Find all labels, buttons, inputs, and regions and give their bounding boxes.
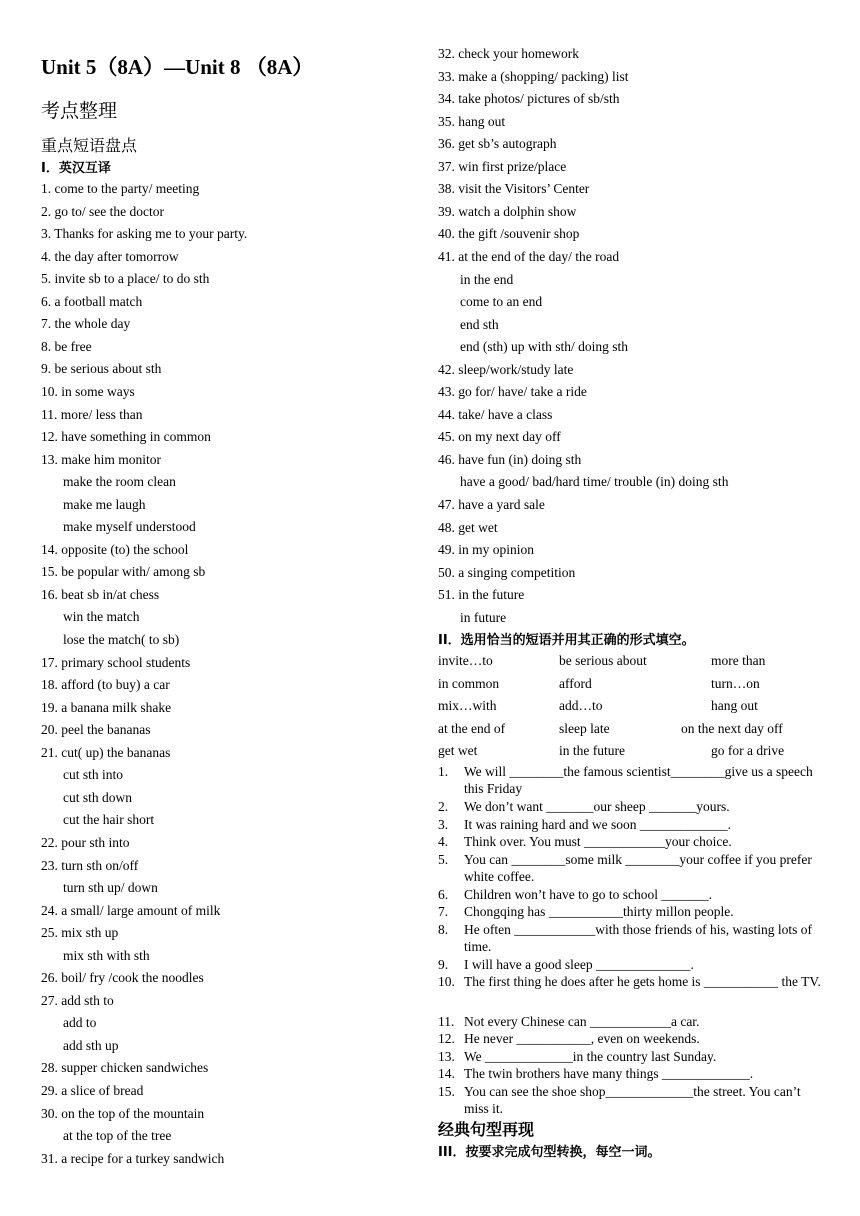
phrase-item: 26. boil/ fry /cook the noodles	[41, 970, 204, 986]
phrase-item: 15. be popular with/ among sb	[41, 564, 206, 580]
phrase-item: 6. a football match	[41, 293, 143, 309]
phrase-item: cut sth into	[63, 767, 123, 783]
section-heading: 考点整理	[41, 100, 118, 122]
phrase-bank-cell: turn…on	[711, 675, 760, 691]
exercise-number: 5.	[438, 852, 449, 867]
phrase-item: 51. in the future	[438, 587, 525, 603]
phrase-item: win the match	[63, 609, 140, 625]
phrase-item: 7. the whole day	[41, 316, 131, 332]
phrase-item: in future	[460, 609, 507, 625]
exercise-text: Think over. You must ____________your choice.	[464, 834, 732, 849]
phrase-item: 24. a small/ large amount of milk	[41, 902, 221, 918]
phrase-item: end (sth) up with sth/ doing sth	[460, 339, 628, 355]
phrase-item: 8. be free	[41, 338, 92, 354]
phrase-item: 29. a slice of bread	[41, 1083, 144, 1098]
exercise-number: 6.	[438, 887, 449, 902]
phrase-item: 3. Thanks for asking me to your party.	[41, 226, 248, 242]
phrase-item: make the room clean	[63, 474, 176, 490]
phrase-bank-cell: mix…with	[438, 698, 497, 714]
exercise-text: Children won’t have to go to school _______.	[464, 887, 712, 902]
phrase-item: 12. have something in common	[41, 429, 211, 445]
phrase-item: 48. get wet	[438, 519, 498, 535]
phrase-item: 44. take/ have a class	[438, 406, 553, 422]
phrase-item: 43. go for/ have/ take a ride	[438, 384, 587, 400]
exercise-number: 12.	[438, 1031, 455, 1046]
exercise-number: 2.	[438, 799, 449, 814]
phrase-item: 39. watch a dolphin show	[438, 203, 577, 219]
exercise-text: The first thing he does after he gets home is ___________ the TV.	[464, 974, 821, 989]
phrase-item: 42. sleep/work/study late	[438, 361, 574, 377]
phrase-item: 9. be serious about sth	[41, 361, 162, 377]
phrase-bank-cell: afford	[559, 675, 592, 691]
phrase-item: 19. a banana milk shake	[41, 699, 172, 715]
phrase-item: 28. supper chicken sandwiches	[41, 1060, 209, 1076]
exercise-text: We will ________the famous scientist________give us a speech this Friday	[464, 764, 813, 796]
phrase-item: 11. more/ less than	[41, 406, 143, 422]
exercise-number: 10.	[438, 974, 455, 989]
phrase-item: 35. hang out	[438, 113, 506, 129]
section2-heading: 经典句型再现	[438, 1120, 535, 1139]
exercise-text: We _____________in the country last Sunday.	[464, 1049, 717, 1064]
exercise-number: 1.	[438, 764, 449, 779]
phrase-item: make myself understood	[63, 519, 196, 535]
phrase-item: have a good/ bad/hard time/ trouble (in) doing sth	[460, 474, 729, 490]
phrase-item: 16. beat sb in/at chess	[41, 586, 160, 602]
part2-heading: II．选用恰当的短语并用其正确的形式填空。	[438, 633, 695, 648]
exercise-text: He often ____________with those friends of his, wasting lots of time.	[464, 922, 812, 954]
phrase-item: 2. go to/ see the doctor	[41, 203, 164, 219]
phrase-item: 25. mix sth up	[41, 925, 119, 941]
phrase-item: 23. turn sth on/off	[41, 857, 139, 873]
phrase-item: 10. in some ways	[41, 383, 135, 399]
phrase-item: end sth	[460, 316, 499, 332]
phrase-item: 21. cut( up) the bananas	[41, 744, 171, 760]
phrase-item: 18. afford (to buy) a car	[41, 677, 170, 693]
phrase-item: 46. have fun (in) doing sth	[438, 451, 582, 467]
phrase-item: 32. check your homework	[438, 46, 579, 61]
phrase-item: in the end	[460, 271, 514, 287]
phrase-bank-cell: in the future	[559, 743, 625, 759]
phrase-bank-cell: get wet	[438, 743, 478, 759]
phrase-item: cut the hair short	[63, 812, 155, 828]
phrase-item: 34. take photos/ pictures of sb/sth	[438, 91, 620, 107]
part3-heading: III．按要求完成句型转换，每空一词。	[438, 1145, 661, 1160]
phrase-item: mix sth with sth	[63, 947, 150, 963]
phrase-item: come to an end	[460, 294, 543, 310]
phrase-item: 50. a singing competition	[438, 564, 576, 580]
phrase-item: cut sth down	[63, 789, 132, 805]
exercise-text: It was raining hard and we soon _____________.	[464, 817, 731, 832]
phrase-item: 22. pour sth into	[41, 834, 130, 850]
phrase-item: 38. visit the Visitors’ Center	[438, 181, 590, 197]
phrase-bank-cell: at the end of	[438, 720, 506, 736]
exercise-text: He never ___________, even on weekends.	[464, 1031, 700, 1046]
phrase-bank-cell: add…to	[559, 698, 603, 714]
phrase-item: lose the match( to sb)	[63, 632, 180, 647]
phrase-item: 5. invite sb to a place/ to do sth	[41, 271, 210, 287]
exercise-number: 14.	[438, 1066, 455, 1081]
phrase-item: 13. make him monitor	[41, 451, 161, 467]
exercise-number: 11.	[438, 1014, 455, 1029]
exercise-text: Chongqing has ___________thirty millon people.	[464, 904, 734, 919]
phrase-item: add to	[63, 1015, 97, 1031]
phrase-item: make me laugh	[63, 496, 146, 512]
phrase-bank-cell: on the next day off	[681, 720, 783, 736]
phrase-item: 14. opposite (to) the school	[41, 541, 189, 557]
exercise-text: The twin brothers have many things _____________.	[464, 1066, 754, 1081]
phrase-bank-cell: be serious about	[559, 653, 647, 668]
phrase-item: 47. have a yard sale	[438, 497, 545, 512]
exercise-number: 3.	[438, 817, 449, 832]
phrase-item: 30. on the top of the mountain	[41, 1105, 205, 1121]
exercise-text: I will have a good sleep ______________.	[464, 957, 694, 972]
exercise-number: 13.	[438, 1049, 455, 1064]
phrase-item: 41. at the end of the day/ the road	[438, 248, 620, 264]
exercise-number: 7.	[438, 904, 449, 919]
exercise-text: You can see the shoe shop_____________the street. You can’t miss it.	[464, 1084, 801, 1116]
phrase-item: 4. the day after tomorrow	[41, 248, 179, 264]
subsection-heading: 重点短语盘点	[41, 136, 138, 155]
phrase-item: 45. on my next day off	[438, 429, 561, 445]
phrase-item: 36. get sb’s autograph	[438, 136, 557, 152]
phrase-bank-cell: more than	[711, 653, 766, 668]
phrase-item: 33. make a (shopping/ packing) list	[438, 68, 629, 84]
phrase-item: 40. the gift /souvenir shop	[438, 226, 580, 242]
phrase-item: 17. primary school students	[41, 654, 191, 670]
phrase-item: 49. in my opinion	[438, 542, 535, 558]
phrase-bank-cell: go for a drive	[711, 743, 785, 759]
part1-heading: I．英汉互译	[41, 161, 111, 176]
phrase-bank-cell: sleep late	[559, 720, 610, 736]
phrase-item: 20. peel the bananas	[41, 722, 151, 738]
phrase-item: add sth up	[63, 1037, 119, 1053]
exercise-text: We don’t want _______our sheep _______yours.	[464, 799, 730, 814]
phrase-bank-cell: invite…to	[438, 653, 493, 668]
exercise-text: You can ________some milk ________your coffee if you prefer white coffee.	[464, 852, 812, 884]
phrase-item: 27. add sth to	[41, 992, 114, 1008]
exercise-number: 8.	[438, 922, 449, 937]
exercise-number: 4.	[438, 834, 449, 849]
phrase-item: at the top of the tree	[63, 1128, 172, 1144]
exercise-text: Not every Chinese can ____________a car.	[464, 1014, 700, 1029]
phrase-item: 31. a recipe for a turkey sandwich	[41, 1150, 225, 1166]
phrase-bank-cell: hang out	[711, 698, 758, 714]
exercise-number: 9.	[438, 957, 449, 972]
phrase-bank-cell: in common	[438, 675, 500, 691]
exercise-number: 15.	[438, 1084, 455, 1099]
phrase-item: turn sth up/ down	[63, 880, 158, 896]
phrase-item: 37. win first prize/place	[438, 158, 567, 174]
phrase-item: 1. come to the party/ meeting	[41, 181, 200, 196]
page-title: Unit 5（8A）—Unit 8 （8A）	[41, 55, 314, 79]
